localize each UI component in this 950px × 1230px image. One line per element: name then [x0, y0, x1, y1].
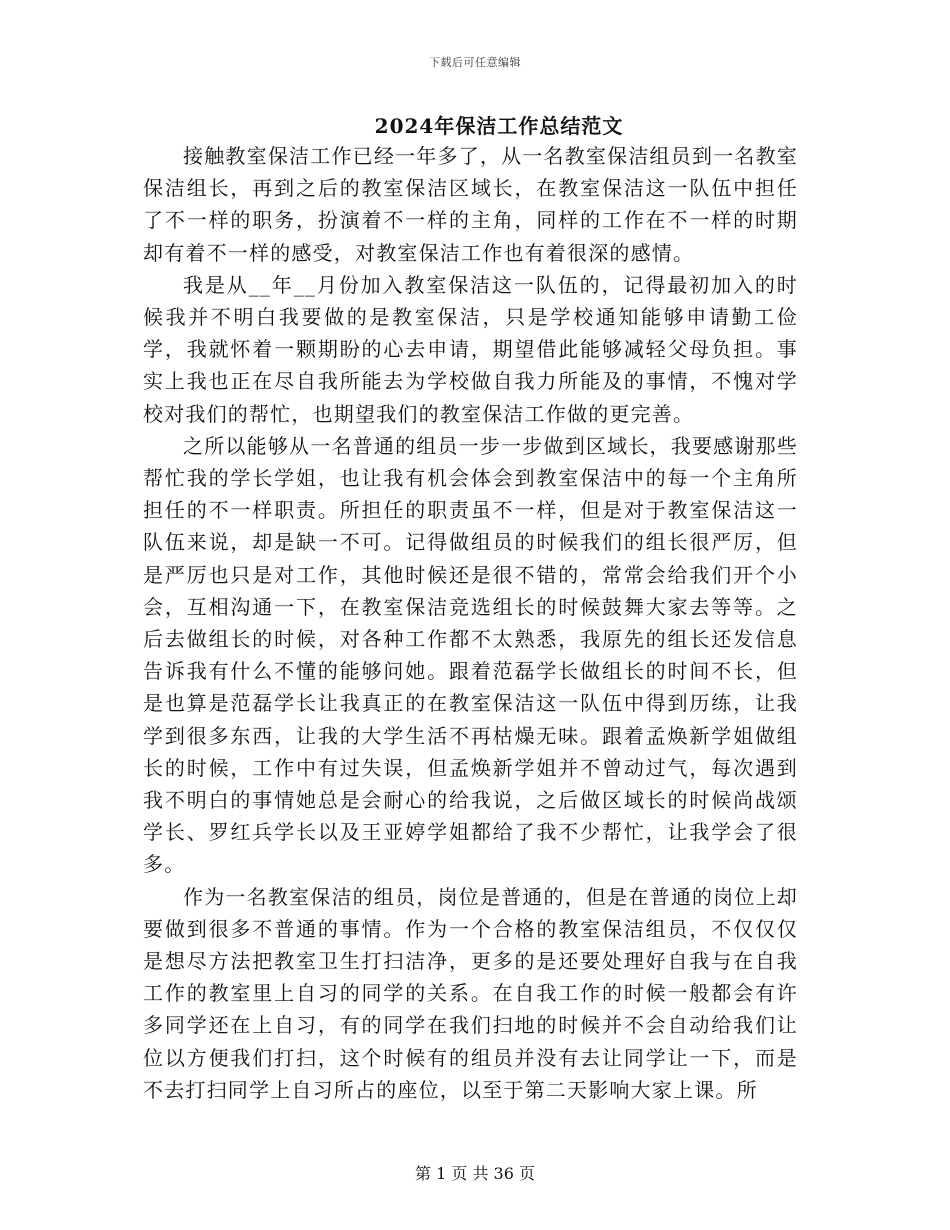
document-body	[143, 140, 798, 1106]
page-footer: 第 1 页 共 36 页	[415, 1164, 535, 1183]
document-title: 2024年保洁工作总结范文	[374, 114, 624, 138]
paragraph: 接触教室保洁工作已经一年多了，从一名教室保洁组员到一名教室保洁组长，再到之后的教室保洁区域长，在教室保洁这一队伍中担任了不一样的职务，扮演着不一样的主角，同样的工作在不一样的时期却有着不一样的感受，对教室保洁工作也有着很深的感情。	[143, 144, 798, 265]
paragraph: 之所以能够从一名普通的组员一步一步做到区域长，我要感谢那些帮忙我的学长学姐，也让我有机会体会到教室保洁中的每一个主角所担任的不一样职责。所担任的职责虽不一样，但是对于教室保洁这一队伍来说，却是缺一不可。记得做组员的时候我们的组长很严厉，但是严厉也只是对工作，其他时候还是很不错的，常常会给我们开个小会，互相沟通一下，在教室保洁竞选组长的时候鼓舞大家去等等。之后去做组长的时候，对各种工作都不太熟悉，我原先的组长还发信息告诉我有什么不懂的能够问她。跟着范磊学长做组长的时间不长，但是也算是范磊学长让我真正的在教室保洁这一队伍中得到历练，让我学到很多东西，让我的大学生活不再枯燥无味。跟着孟焕新学姐做组长的时候，工作中有过失误，但孟焕新学姐并不曾动过气，每次遇到我不明白的事情她总是会耐心的给我说，之后做区域长的时候尚战颂学长、罗红兵学长以及王亚婷学姐都给了我不少帮忙，让我学会了很多。	[143, 433, 798, 877]
page-header: 下载后可任意编辑	[429, 56, 521, 69]
paragraph: 作为一名教室保洁的组员，岗位是普通的，但是在普通的岗位上却要做到很多不普通的事情。作为一个合格的教室保洁组员，不仅仅仅是想尽方法把教室卫生打扫洁净，更多的是还要处理好自我与在自我工作的教室里上自习的同学的关系。在自我工作的时候一般都会有许多同学还在上自习，有的同学在我们扫地的时候并不会自动给我们让位以方便我们打扫，这个时候有的组员并没有去让同学让一下，而是不去打扫同学上自习所占的座位，以至于第二天影响大家上课。所	[143, 884, 798, 1102]
paragraph: 我是从__年__月份加入教室保洁这一队伍的，记得最初加入的时候我并不明白我要做的是教室保洁，只是学校通知能够申请勤工俭学，我就怀着一颗期盼的心去申请，期望借此能够减轻父母负担。事实上我也正在尽自我所能去为学校做自我力所能及的事情，不愧对学校对我们的帮忙，也期望我们的教室保洁工作做的更完善。	[143, 272, 798, 426]
